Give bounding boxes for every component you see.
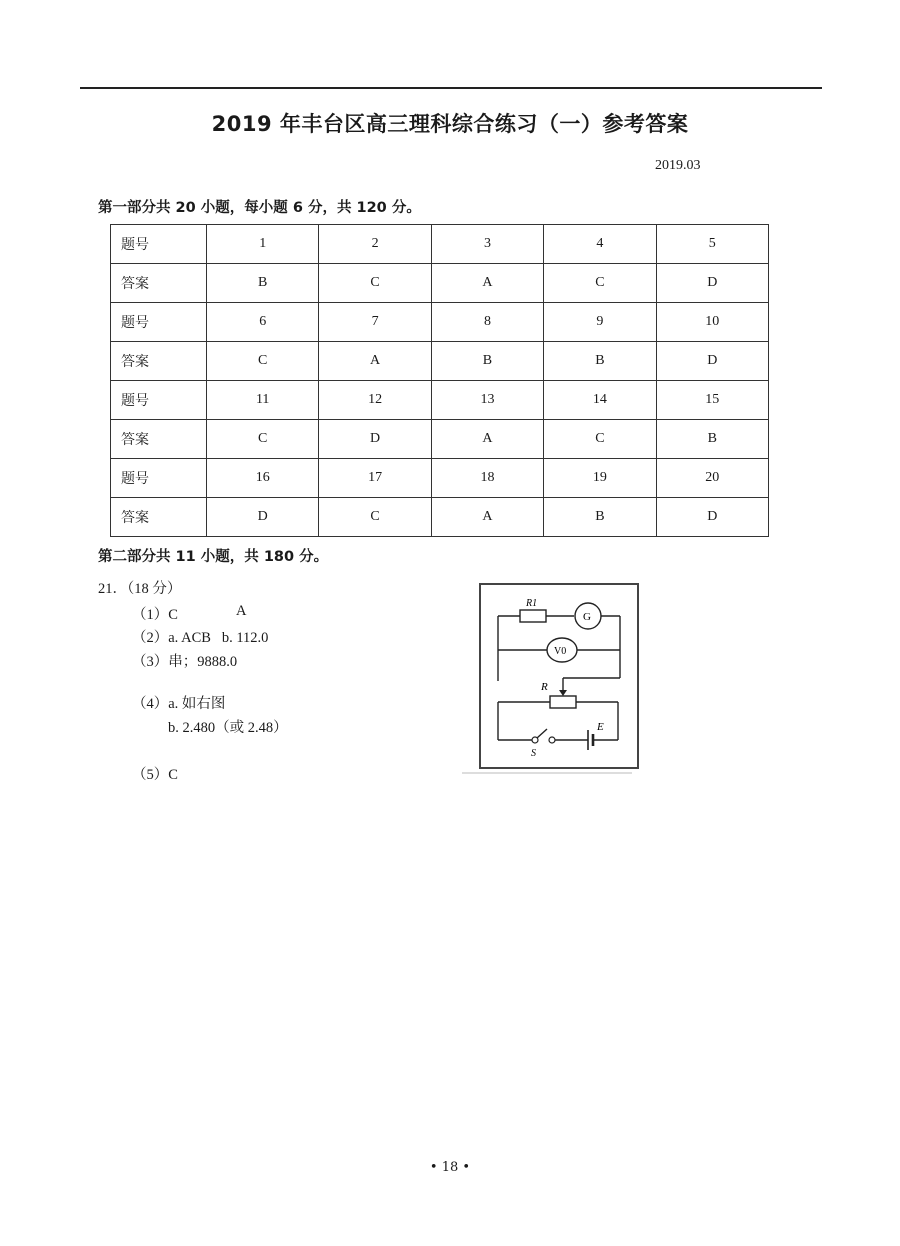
top-rule — [80, 87, 822, 89]
q21-part4a-text: （4）a. 如右图 — [132, 696, 226, 712]
table-cell: 13 — [431, 381, 543, 420]
q21-part1 — [132, 603, 247, 624]
table-row — [111, 420, 769, 459]
table-cell: 10 — [656, 303, 768, 342]
table-cell: C — [207, 342, 319, 381]
table-row — [111, 381, 769, 420]
table-cell: D — [656, 498, 768, 537]
table-cell: D — [656, 342, 768, 381]
table-row — [111, 459, 769, 498]
q21-part5-text: （5）C — [132, 767, 178, 783]
table-cell: 19 — [544, 459, 656, 498]
q21-header: 21．（18 分） — [98, 581, 182, 597]
label-v0: V0 — [554, 646, 567, 657]
rheostat-r — [550, 696, 576, 708]
q21-part2-text: （2）a. ACB b. 112.0 — [132, 630, 269, 646]
row-label: 题号 — [111, 459, 207, 498]
table-cell: 15 — [656, 381, 768, 420]
table-cell: B — [207, 264, 319, 303]
row-label: 题号 — [111, 303, 207, 342]
row-label: 题号 — [111, 225, 207, 264]
table-cell: D — [319, 420, 431, 459]
table-cell: 7 — [319, 303, 431, 342]
row-label: 答案 — [111, 498, 207, 537]
table-cell: 1 — [207, 225, 319, 264]
row-label: 答案 — [111, 342, 207, 381]
q21-part4b — [168, 716, 288, 737]
table-cell: A — [431, 498, 543, 537]
table-row — [111, 498, 769, 537]
table-cell: 17 — [319, 459, 431, 498]
q21-part1-label: （1）C — [132, 607, 178, 623]
table-cell: B — [431, 342, 543, 381]
table-cell: 4 — [544, 225, 656, 264]
table-cell: 12 — [319, 381, 431, 420]
q21-part4b-text: b. 2.480（或 2.48） — [168, 720, 288, 736]
table-cell: A — [431, 264, 543, 303]
page-title: 2019 年丰台区高三理科综合练习（一）参考答案 — [211, 112, 689, 136]
q21-part5 — [132, 763, 178, 784]
table-cell: A — [319, 342, 431, 381]
table-cell: 20 — [656, 459, 768, 498]
table-cell: 6 — [207, 303, 319, 342]
table-cell: 18 — [431, 459, 543, 498]
answer-table — [110, 224, 769, 537]
table-cell: C — [544, 264, 656, 303]
page-number: • 18 • — [429, 1160, 471, 1175]
table-cell: 5 — [656, 225, 768, 264]
table-cell: 3 — [431, 225, 543, 264]
q21-part4a — [132, 692, 225, 713]
table-row — [111, 225, 769, 264]
circuit-diagram — [460, 578, 642, 774]
table-cell: B — [656, 420, 768, 459]
table-cell: 11 — [207, 381, 319, 420]
q21-part3-text: （3）串；9888.0 — [132, 654, 238, 670]
table-cell: D — [207, 498, 319, 537]
table-cell: B — [544, 498, 656, 537]
table-cell: 14 — [544, 381, 656, 420]
table-cell: 2 — [319, 225, 431, 264]
table-cell: 8 — [431, 303, 543, 342]
label-s: S — [531, 748, 536, 759]
row-label: 题号 — [111, 381, 207, 420]
q21-part3 — [132, 650, 237, 671]
table-row — [111, 342, 769, 381]
q21-part2 — [132, 626, 268, 647]
label-g: G — [583, 611, 591, 623]
label-r: R — [541, 681, 548, 693]
resistor-r1 — [520, 610, 546, 622]
section1-heading: 第一部分共 20 小题，每小题 6 分，共 120 分。 — [98, 200, 421, 216]
label-e: E — [597, 721, 604, 733]
section2-heading: 第二部分共 11 小题，共 180 分。 — [98, 549, 329, 565]
table-row — [111, 264, 769, 303]
table-cell: C — [319, 498, 431, 537]
table-cell: C — [207, 420, 319, 459]
label-r1: R1 — [526, 598, 538, 609]
table-row — [111, 303, 769, 342]
row-label: 答案 — [111, 264, 207, 303]
table-cell: B — [544, 342, 656, 381]
q21-part1-value: A — [236, 603, 247, 619]
table-cell: D — [656, 264, 768, 303]
table-cell: A — [431, 420, 543, 459]
table-cell: C — [319, 264, 431, 303]
switch-contact — [549, 737, 555, 743]
table-cell: C — [544, 420, 656, 459]
table-cell: 16 — [207, 459, 319, 498]
date: 2019.03 — [655, 158, 701, 173]
row-label: 答案 — [111, 420, 207, 459]
table-cell: 9 — [544, 303, 656, 342]
